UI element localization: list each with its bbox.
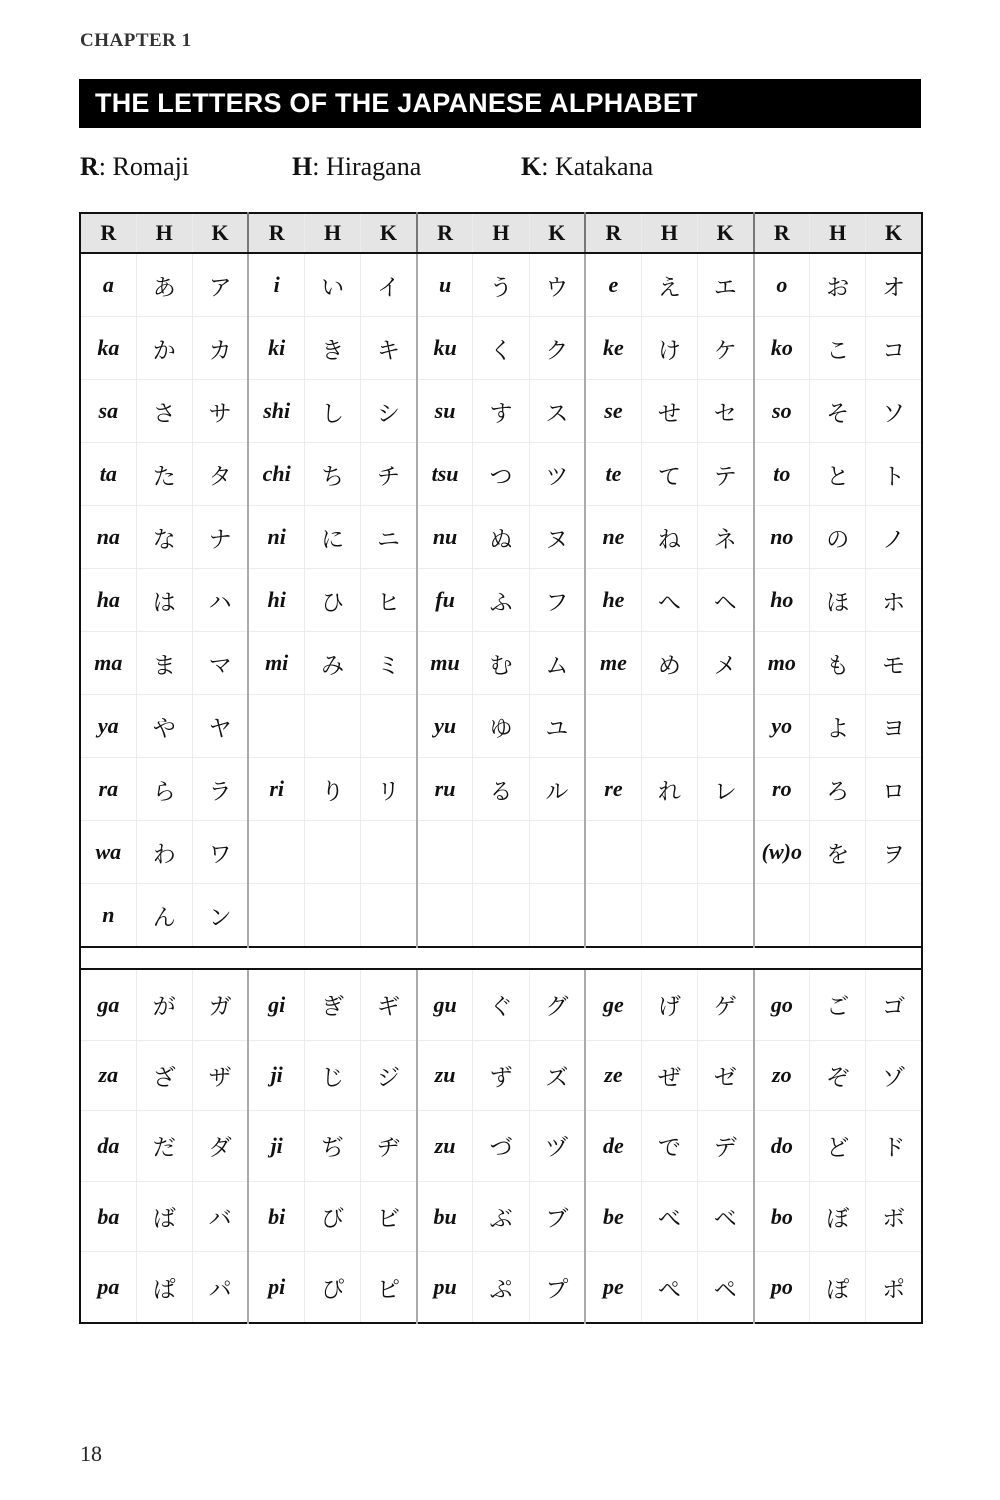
hiragana-cell [305,884,361,948]
hiragana-cell: な [136,506,192,569]
romaji-cell: ma [80,632,136,695]
hiragana-cell: だ [136,1111,192,1182]
romaji-cell: ko [754,317,810,380]
romaji-cell: gu [417,969,473,1040]
hiragana-cell: ば [136,1181,192,1252]
katakana-cell: ダ [192,1111,248,1182]
katakana-cell: ド [866,1111,922,1182]
hiragana-cell: ゆ [473,695,529,758]
hiragana-cell: ふ [473,569,529,632]
hiragana-cell: ざ [136,1040,192,1111]
katakana-cell: ケ [697,317,753,380]
hiragana-cell: を [810,821,866,884]
romaji-cell: ho [754,569,810,632]
column-header-k: K [361,213,417,253]
katakana-cell: ペ [697,1252,753,1323]
romaji-cell: ya [80,695,136,758]
romaji-cell: zo [754,1040,810,1111]
katakana-cell: ネ [697,506,753,569]
romaji-cell [417,884,473,948]
hiragana-cell: げ [641,969,697,1040]
romaji-cell: pe [585,1252,641,1323]
hiragana-cell: べ [641,1181,697,1252]
katakana-cell: ル [529,758,585,821]
romaji-cell [248,821,304,884]
legend-text: : Hiragana [312,152,422,181]
table-row [80,253,922,317]
chapter-label: CHAPTER 1 [80,30,192,51]
hiragana-cell: ぶ [473,1181,529,1252]
katakana-cell [529,884,585,948]
katakana-cell: ヲ [866,821,922,884]
katakana-cell: ニ [361,506,417,569]
katakana-cell [697,821,753,884]
hiragana-cell: け [641,317,697,380]
katakana-cell: ヤ [192,695,248,758]
romaji-cell: ji [248,1111,304,1182]
katakana-cell [697,884,753,948]
romaji-cell: u [417,253,473,317]
katakana-cell: ヅ [529,1111,585,1182]
katakana-cell: オ [866,253,922,317]
hiragana-cell: ら [136,758,192,821]
hiragana-cell: む [473,632,529,695]
romaji-cell: ro [754,758,810,821]
katakana-cell: チ [361,443,417,506]
romaji-cell: ru [417,758,473,821]
romaji-cell: i [248,253,304,317]
katakana-cell: ア [192,253,248,317]
hiragana-cell: え [641,253,697,317]
romaji-cell: no [754,506,810,569]
hiragana-cell: ち [305,443,361,506]
romaji-cell: hi [248,569,304,632]
romaji-cell: pa [80,1252,136,1323]
romaji-cell: do [754,1111,810,1182]
katakana-cell: ゾ [866,1040,922,1111]
table-row [80,884,922,948]
hiragana-cell: ぽ [810,1252,866,1323]
romaji-cell: to [754,443,810,506]
katakana-cell: カ [192,317,248,380]
romaji-cell: se [585,380,641,443]
hiragana-cell: づ [473,1111,529,1182]
romaji-cell: ha [80,569,136,632]
katakana-cell [361,884,417,948]
romaji-cell: zu [417,1111,473,1182]
hiragana-cell: わ [136,821,192,884]
legend-item-romaji [80,152,189,182]
hiragana-cell [305,695,361,758]
hiragana-cell: れ [641,758,697,821]
romaji-cell: bu [417,1181,473,1252]
romaji-cell [585,884,641,948]
column-header-h: H [473,213,529,253]
katakana-cell: ノ [866,506,922,569]
romaji-cell: so [754,380,810,443]
katakana-cell: ゼ [697,1040,753,1111]
romaji-cell: pu [417,1252,473,1323]
hiragana-cell: さ [136,380,192,443]
hiragana-cell: ぐ [473,969,529,1040]
hiragana-cell: じ [305,1040,361,1111]
hiragana-cell: ひ [305,569,361,632]
hiragana-cell: こ [810,317,866,380]
legend-key: K [521,152,542,181]
hiragana-cell: み [305,632,361,695]
column-header-k: K [192,213,248,253]
legend-key: R [80,152,99,181]
romaji-cell: me [585,632,641,695]
hiragana-cell: に [305,506,361,569]
romaji-cell: yu [417,695,473,758]
romaji-cell: ri [248,758,304,821]
romaji-cell [754,884,810,948]
hiragana-cell: で [641,1111,697,1182]
katakana-cell: ハ [192,569,248,632]
hiragana-cell: い [305,253,361,317]
hiragana-cell: あ [136,253,192,317]
hiragana-cell: び [305,1181,361,1252]
hiragana-cell: ま [136,632,192,695]
hiragana-cell: く [473,317,529,380]
table-row [80,569,922,632]
katakana-cell: ラ [192,758,248,821]
katakana-cell: デ [697,1111,753,1182]
katakana-cell: サ [192,380,248,443]
table-row [80,1111,922,1182]
hiragana-cell: ぢ [305,1111,361,1182]
romaji-cell: da [80,1111,136,1182]
romaji-cell: ga [80,969,136,1040]
katakana-cell: ン [192,884,248,948]
romaji-cell: o [754,253,810,317]
column-header-k: K [866,213,922,253]
hiragana-cell: せ [641,380,697,443]
hiragana-cell: ず [473,1040,529,1111]
hiragana-cell: つ [473,443,529,506]
katakana-cell: パ [192,1252,248,1323]
hiragana-cell: ほ [810,569,866,632]
hiragana-cell: ぺ [641,1252,697,1323]
hiragana-cell: ど [810,1111,866,1182]
legend-item-katakana [521,152,653,182]
section-title-bar [79,79,921,128]
katakana-cell: タ [192,443,248,506]
katakana-cell: ゲ [697,969,753,1040]
voiced-kana-body [80,969,922,1323]
table-row [80,1181,922,1252]
katakana-cell: ヂ [361,1111,417,1182]
romaji-cell: ba [80,1181,136,1252]
hiragana-cell: ぎ [305,969,361,1040]
hiragana-cell [810,884,866,948]
hiragana-cell [641,821,697,884]
column-header-h: H [136,213,192,253]
romaji-cell: a [80,253,136,317]
katakana-cell: ホ [866,569,922,632]
romaji-cell: ta [80,443,136,506]
legend [0,152,1000,188]
hiragana-cell: う [473,253,529,317]
kana-table [79,212,923,1324]
romaji-cell [585,821,641,884]
romaji-cell: ka [80,317,136,380]
katakana-cell: ミ [361,632,417,695]
katakana-cell: モ [866,632,922,695]
romaji-cell: ki [248,317,304,380]
hiragana-cell: り [305,758,361,821]
column-header-r: R [80,213,136,253]
romaji-cell: he [585,569,641,632]
katakana-cell: ム [529,632,585,695]
katakana-cell: ポ [866,1252,922,1323]
katakana-cell: ズ [529,1040,585,1111]
hiragana-cell: ぱ [136,1252,192,1323]
romaji-cell: bo [754,1181,810,1252]
section-title: THE LETTERS OF THE JAPANESE ALPHABET [95,88,698,118]
romaji-cell: ke [585,317,641,380]
katakana-cell: セ [697,380,753,443]
basic-kana-body [80,253,922,947]
table-row [80,969,922,1040]
romaji-cell: wa [80,821,136,884]
romaji-cell: na [80,506,136,569]
romaji-cell: te [585,443,641,506]
table-divider-row [80,947,922,969]
legend-key: H [292,152,313,181]
hiragana-cell [473,884,529,948]
hiragana-cell: す [473,380,529,443]
katakana-cell: ボ [866,1181,922,1252]
katakana-cell: コ [866,317,922,380]
katakana-cell: ガ [192,969,248,1040]
romaji-cell: be [585,1181,641,1252]
romaji-cell: de [585,1111,641,1182]
katakana-cell: ソ [866,380,922,443]
hiragana-cell: ろ [810,758,866,821]
hiragana-cell: ぼ [810,1181,866,1252]
hiragana-cell: お [810,253,866,317]
katakana-cell: グ [529,969,585,1040]
katakana-cell: ブ [529,1181,585,1252]
katakana-cell: エ [697,253,753,317]
table-row [80,1040,922,1111]
romaji-cell: sa [80,380,136,443]
katakana-cell: ギ [361,969,417,1040]
table-row [80,380,922,443]
katakana-cell: フ [529,569,585,632]
romaji-cell: za [80,1040,136,1111]
romaji-cell: fu [417,569,473,632]
romaji-cell: ne [585,506,641,569]
romaji-cell: mu [417,632,473,695]
romaji-cell: pi [248,1252,304,1323]
romaji-cell [585,695,641,758]
column-header-k: K [697,213,753,253]
katakana-cell: キ [361,317,417,380]
hiragana-cell: か [136,317,192,380]
column-header-r: R [585,213,641,253]
hiragana-cell: た [136,443,192,506]
hiragana-cell: も [810,632,866,695]
katakana-cell: ウ [529,253,585,317]
katakana-cell: イ [361,253,417,317]
katakana-cell: ス [529,380,585,443]
hiragana-cell: て [641,443,697,506]
hiragana-cell: ご [810,969,866,1040]
romaji-cell: po [754,1252,810,1323]
katakana-cell [866,884,922,948]
table-row [80,506,922,569]
romaji-cell: ze [585,1040,641,1111]
romaji-cell: yo [754,695,810,758]
katakana-cell: ツ [529,443,585,506]
hiragana-cell: ぴ [305,1252,361,1323]
katakana-cell: レ [697,758,753,821]
hiragana-cell [641,884,697,948]
katakana-cell: ピ [361,1252,417,1323]
katakana-cell: メ [697,632,753,695]
katakana-cell: ジ [361,1040,417,1111]
romaji-cell: (w)o [754,821,810,884]
katakana-cell: ト [866,443,922,506]
romaji-cell: go [754,969,810,1040]
katakana-cell [697,695,753,758]
katakana-cell: プ [529,1252,585,1323]
romaji-cell: su [417,380,473,443]
romaji-cell: nu [417,506,473,569]
hiragana-cell: ん [136,884,192,948]
column-header-r: R [417,213,473,253]
hiragana-cell: へ [641,569,697,632]
romaji-cell [417,821,473,884]
legend-text: : Romaji [98,152,190,181]
katakana-cell: ヘ [697,569,753,632]
hiragana-cell [473,821,529,884]
hiragana-cell [305,821,361,884]
column-header-h: H [810,213,866,253]
table-row [80,317,922,380]
romaji-cell: shi [248,380,304,443]
katakana-cell [361,821,417,884]
romaji-cell: ge [585,969,641,1040]
katakana-cell: リ [361,758,417,821]
table-spacer [80,947,922,969]
hiragana-cell: ぞ [810,1040,866,1111]
katakana-cell [529,821,585,884]
hiragana-cell: ぬ [473,506,529,569]
katakana-cell: ク [529,317,585,380]
hiragana-cell: は [136,569,192,632]
column-header-k: K [529,213,585,253]
katakana-cell: ザ [192,1040,248,1111]
katakana-cell: マ [192,632,248,695]
hiragana-cell: や [136,695,192,758]
romaji-cell [248,884,304,948]
table-row [80,758,922,821]
column-header-h: H [641,213,697,253]
katakana-cell: バ [192,1181,248,1252]
romaji-cell: mi [248,632,304,695]
romaji-cell: chi [248,443,304,506]
katakana-cell: ヒ [361,569,417,632]
hiragana-cell: ぷ [473,1252,529,1323]
table-row [80,443,922,506]
romaji-cell [248,695,304,758]
katakana-cell: テ [697,443,753,506]
hiragana-cell: よ [810,695,866,758]
page-number: 18 [80,1441,102,1466]
katakana-cell: ビ [361,1181,417,1252]
romaji-cell: mo [754,632,810,695]
katakana-cell [361,695,417,758]
hiragana-cell: そ [810,380,866,443]
romaji-cell: ji [248,1040,304,1111]
romaji-cell: tsu [417,443,473,506]
hiragana-cell: と [810,443,866,506]
hiragana-cell: し [305,380,361,443]
legend-item-hiragana [292,152,421,182]
table-row [80,695,922,758]
table-divider [80,947,922,969]
column-header-h: H [305,213,361,253]
table-row [80,1252,922,1323]
romaji-cell: bi [248,1181,304,1252]
katakana-cell: ナ [192,506,248,569]
katakana-cell: ロ [866,758,922,821]
katakana-cell: ゴ [866,969,922,1040]
katakana-cell: ヌ [529,506,585,569]
romaji-cell: n [80,884,136,948]
romaji-cell: gi [248,969,304,1040]
table-row [80,821,922,884]
romaji-cell: ku [417,317,473,380]
romaji-cell: ni [248,506,304,569]
katakana-cell: ベ [697,1181,753,1252]
romaji-cell: zu [417,1040,473,1111]
table-row [80,632,922,695]
romaji-cell: ra [80,758,136,821]
katakana-cell: ユ [529,695,585,758]
hiragana-cell: ね [641,506,697,569]
hiragana-cell: が [136,969,192,1040]
legend-text: : Katakana [541,152,654,181]
hiragana-cell: ぜ [641,1040,697,1111]
hiragana-cell: め [641,632,697,695]
hiragana-cell: き [305,317,361,380]
katakana-cell: ヨ [866,695,922,758]
romaji-cell: e [585,253,641,317]
katakana-cell: シ [361,380,417,443]
hiragana-cell: の [810,506,866,569]
hiragana-cell [641,695,697,758]
hiragana-cell: る [473,758,529,821]
column-header-r: R [248,213,304,253]
katakana-cell: ワ [192,821,248,884]
column-header-r: R [754,213,810,253]
romaji-cell: re [585,758,641,821]
table-header-row [80,213,922,253]
